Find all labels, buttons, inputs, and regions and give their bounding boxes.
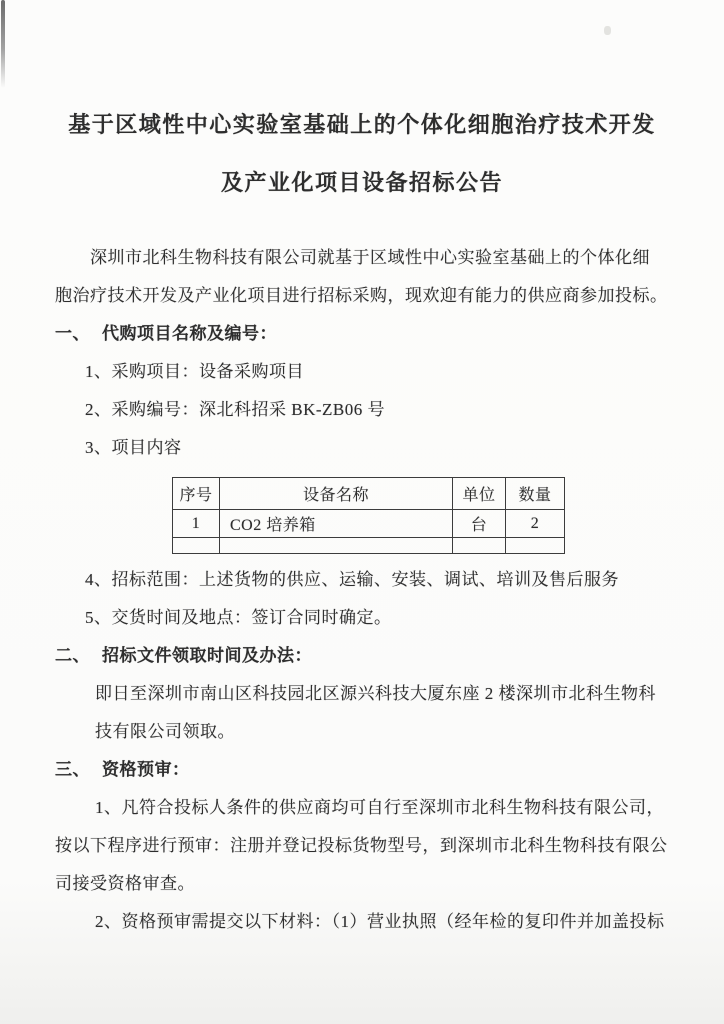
section3-paragraph-2: 2、资格预审需提交以下材料：（1）营业执照（经年检的复印件并加盖投标	[95, 912, 665, 931]
title-line-2: 及产业化项目设备招标公告	[220, 170, 503, 195]
scan-edge-artifact	[1, 0, 5, 88]
table-header-qty: 数量	[506, 478, 565, 510]
section3-p1-line-3: 司接受资格审查。	[55, 874, 195, 893]
document-body	[55, 239, 668, 941]
table-header-unit: 单位	[453, 478, 506, 510]
table-empty-cell	[453, 538, 506, 554]
title-line-1: 基于区域性中心实验室基础上的个体化细胞治疗技术开发	[68, 112, 656, 137]
section3-p1-line-1: 1、凡符合投标人条件的供应商均可自行至深圳市北科生物科技有限公司，	[95, 798, 664, 817]
section2-number: 二、	[55, 646, 90, 665]
section3-p1-line-2: 按以下程序进行预审：注册并登记投标货物型号，到深圳市北科生物科技有限公	[55, 836, 668, 855]
table-header-name: 设备名称	[220, 478, 453, 510]
intro-line-2: 胞治疗技术开发及产业化项目进行招标采购，现欢迎有能力的供应商参加投标。	[55, 286, 668, 305]
intro-line-1: 深圳市北科生物科技有限公司就基于区域性中心实验室基础上的个体化细	[90, 248, 650, 267]
section2-body-line-1: 即日至深圳市南山区科技园北区源兴科技大厦东座 2 楼深圳市北科生物科	[95, 684, 656, 703]
section1-item-4: 4、招标范围：上述货物的供应、运输、安装、调试、培训及售后服务	[85, 570, 619, 589]
table-cell-qty: 2	[506, 510, 565, 538]
table-empty-cell	[506, 538, 565, 554]
table-row	[173, 510, 565, 538]
section2-body	[55, 675, 668, 751]
table-cell-name: CO2 培养箱	[220, 510, 453, 538]
section2-body-line-2: 技有限公司领取。	[95, 722, 235, 741]
section3-heading-text: 资格预审：	[102, 760, 190, 779]
equipment-table	[172, 477, 565, 554]
section1-heading	[55, 315, 668, 353]
table-empty-row	[173, 538, 565, 554]
table-cell-seq: 1	[173, 510, 220, 538]
table-empty-cell	[173, 538, 220, 554]
section3-paragraph-1	[55, 789, 668, 903]
scan-speck-artifact	[604, 26, 611, 35]
section2-heading-text: 招标文件领取时间及办法：	[102, 646, 312, 665]
section1-item-5: 5、交货时间及地点：签订合同时确定。	[85, 608, 392, 627]
document-title	[0, 0, 724, 212]
section1-item-3: 3、项目内容	[85, 438, 182, 457]
table-header-row	[173, 478, 565, 510]
table-cell-unit: 台	[453, 510, 506, 538]
section3-number: 三、	[55, 760, 90, 779]
section2-heading	[55, 637, 668, 675]
table-header-seq: 序号	[173, 478, 220, 510]
section1-item-2: 2、采购编号：深北科招采 BK-ZB06 号	[85, 400, 385, 419]
intro-paragraph	[55, 239, 668, 315]
section1-heading-text: 代购项目名称及编号：	[102, 324, 277, 343]
section3-heading	[55, 751, 668, 789]
section1-item-1: 1、采购项目：设备采购项目	[85, 362, 304, 381]
section1-number: 一、	[55, 324, 90, 343]
table-empty-cell	[220, 538, 453, 554]
